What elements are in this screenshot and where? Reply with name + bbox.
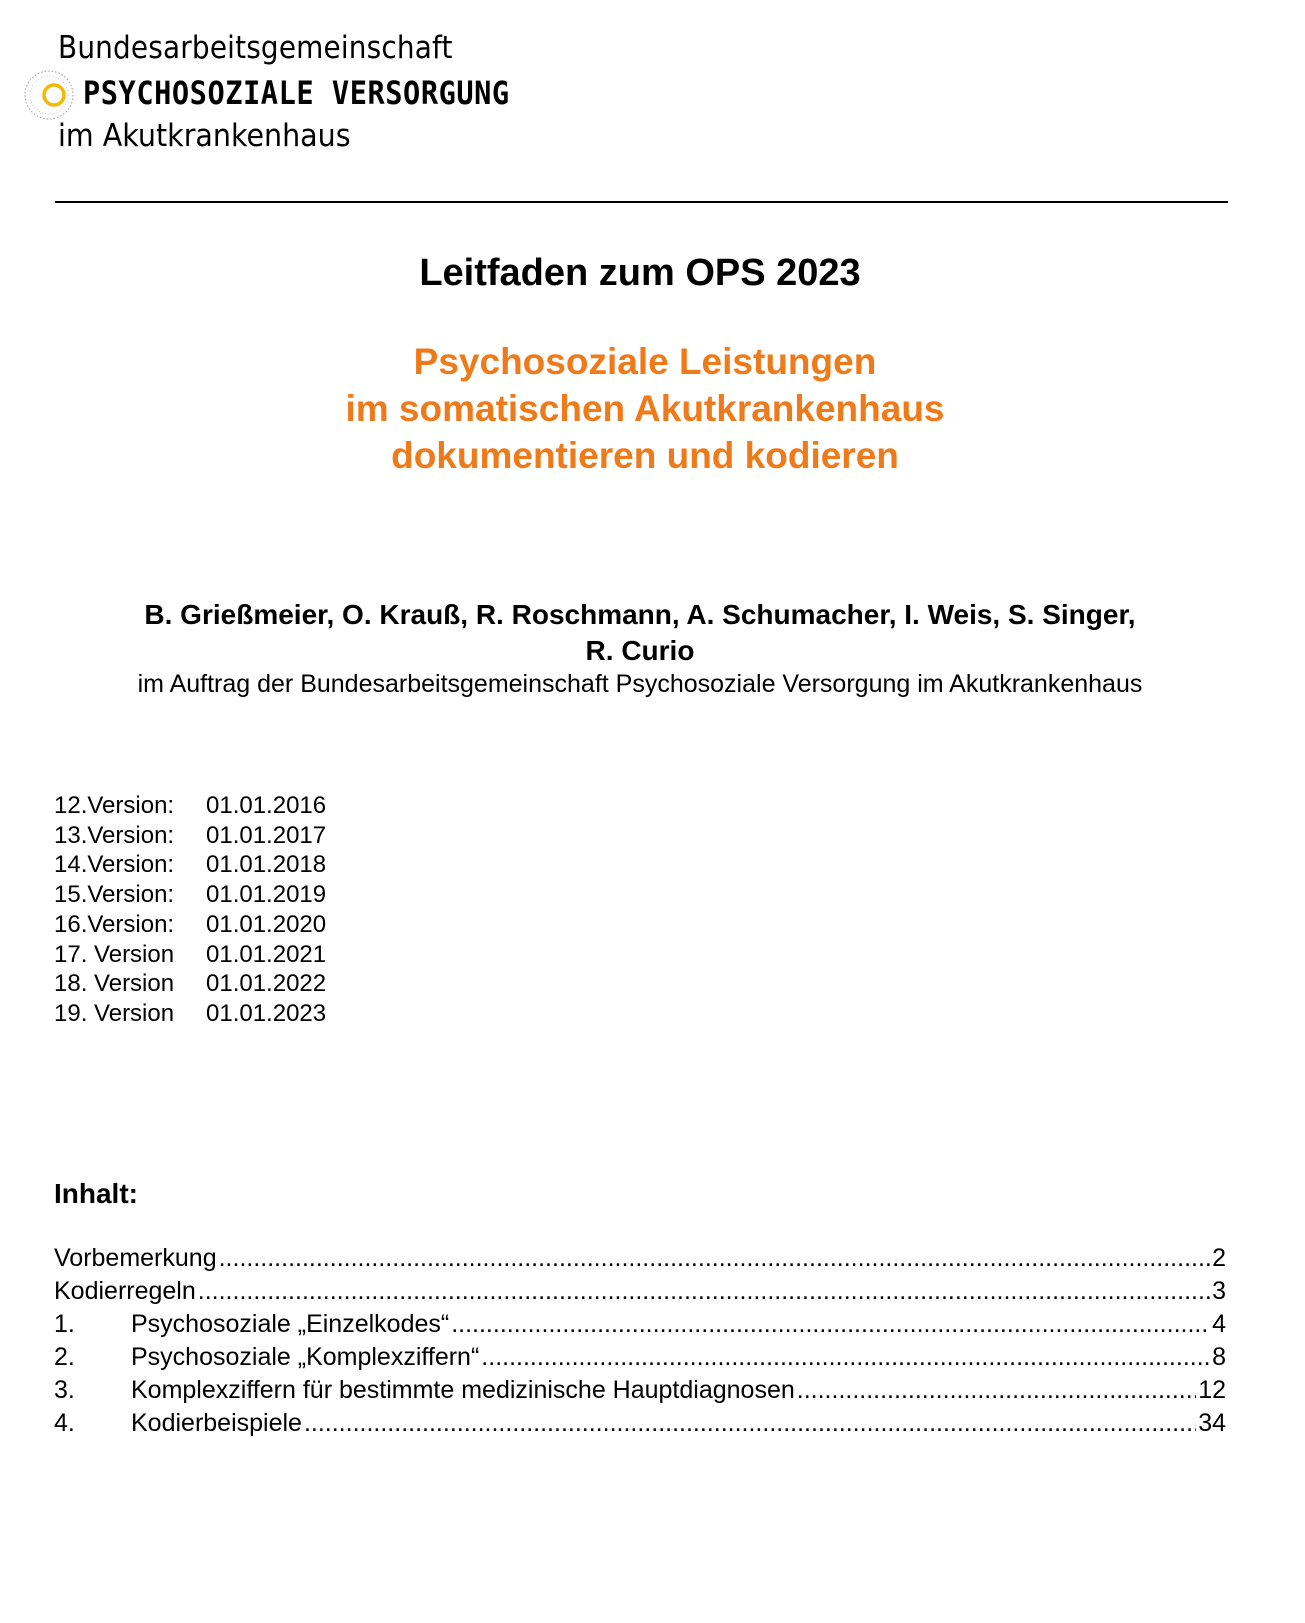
commission-note: im Auftrag der Bundesarbeitsgemeinschaft Psychosoziale Versorgung im Akutkrankenhaus (137, 670, 1143, 698)
toc-entry-text: Psychosoziale „Komplexziffern“ (131, 1343, 480, 1371)
toc-page-number: 34 (1198, 1409, 1226, 1437)
toc-entry-kodierregeln[interactable] (54, 1275, 1226, 1308)
version-row (54, 791, 326, 821)
toc-entry-einzelkodes[interactable] (54, 1308, 1226, 1341)
toc-entry-hauptdiagnosen[interactable] (54, 1374, 1226, 1407)
toc-page-number: 4 (1212, 1310, 1226, 1338)
version-row (54, 821, 326, 851)
toc-page-number: 3 (1212, 1277, 1226, 1305)
version-date: 01.01.2020 (206, 910, 327, 938)
version-date: 01.01.2022 (206, 970, 327, 998)
toc-leader-dots (304, 1407, 1196, 1440)
toc-entry-number: 4. (54, 1409, 75, 1437)
subtitle-line: im somatischen Akutkrankenhaus (345, 388, 945, 429)
version-label: 14.Version: (54, 851, 175, 879)
version-label: 16.Version: (54, 910, 175, 938)
toc-entry-text: Kodierregeln (54, 1277, 196, 1305)
toc-entry-kodierbeispiele[interactable] (54, 1407, 1226, 1440)
version-date: 01.01.2021 (206, 940, 327, 968)
sun-ring-icon (22, 68, 76, 122)
version-row (54, 880, 326, 910)
version-row (54, 969, 326, 999)
toc-leader-dots (481, 1341, 1210, 1374)
document-subtitle (0, 338, 1290, 479)
toc-leader-dots (797, 1374, 1196, 1407)
version-row (54, 940, 326, 970)
subtitle-line: dokumentieren und kodieren (391, 435, 899, 476)
toc-page-number: 12 (1198, 1376, 1226, 1404)
version-history (54, 791, 326, 1029)
toc-leader-dots (219, 1242, 1210, 1275)
toc-entry-number: 1. (54, 1310, 75, 1338)
author-list (0, 597, 1280, 669)
toc-entry-text: Psychosoziale „Einzelkodes“ (131, 1310, 450, 1338)
version-date: 01.01.2016 (206, 792, 327, 819)
toc-entry-text: Komplexziffern für bestimmte medizinische Hauptdiagnosen (131, 1376, 795, 1404)
version-label: 13.Version: (54, 821, 175, 849)
version-date: 01.01.2023 (206, 999, 327, 1027)
toc-entry-number: 3. (54, 1376, 75, 1404)
toc-entry-vorbemerkung[interactable] (54, 1242, 1226, 1275)
version-label: 12.Version: (54, 792, 175, 819)
version-date: 01.01.2018 (206, 851, 327, 879)
author-line: R. Curio (585, 635, 695, 666)
document-title: Leitfaden zum OPS 2023 (419, 252, 861, 294)
toc-entry-text: Kodierbeispiele (131, 1409, 302, 1437)
toc-entry-komplexziffern[interactable] (54, 1341, 1226, 1374)
version-label: 17. Version (54, 940, 175, 968)
logo-line-2: PSYCHOSOZIALE VERSORGUNG (83, 74, 510, 112)
header-divider (55, 201, 1228, 203)
table-of-contents (54, 1242, 1226, 1440)
version-label: 15.Version: (54, 881, 175, 909)
toc-entry-number: 2. (54, 1343, 75, 1371)
subtitle-line: Psychosoziale Leistungen (413, 341, 877, 382)
version-label: 19. Version (54, 999, 175, 1027)
toc-entry-text: Vorbemerkung (54, 1244, 217, 1272)
toc-heading: Inhalt: (54, 1178, 138, 1209)
author-line: B. Grießmeier, O. Krauß, R. Roschmann, A. Schumacher, I. Weis, S. Singer, (144, 599, 1136, 630)
version-row (54, 999, 326, 1029)
toc-leader-dots (198, 1275, 1210, 1308)
logo-line-3: im Akutkrankenhaus (58, 118, 351, 154)
logo-line-1: Bundesarbeitsgemeinschaft (58, 30, 453, 66)
version-row (54, 910, 326, 940)
toc-leader-dots (451, 1308, 1210, 1341)
version-date: 01.01.2019 (206, 881, 327, 909)
toc-page-number: 8 (1212, 1343, 1226, 1371)
organization-logo (22, 28, 702, 168)
version-row (54, 850, 326, 880)
version-label: 18. Version (54, 970, 175, 998)
toc-page-number: 2 (1212, 1244, 1226, 1272)
version-date: 01.01.2017 (206, 821, 327, 849)
